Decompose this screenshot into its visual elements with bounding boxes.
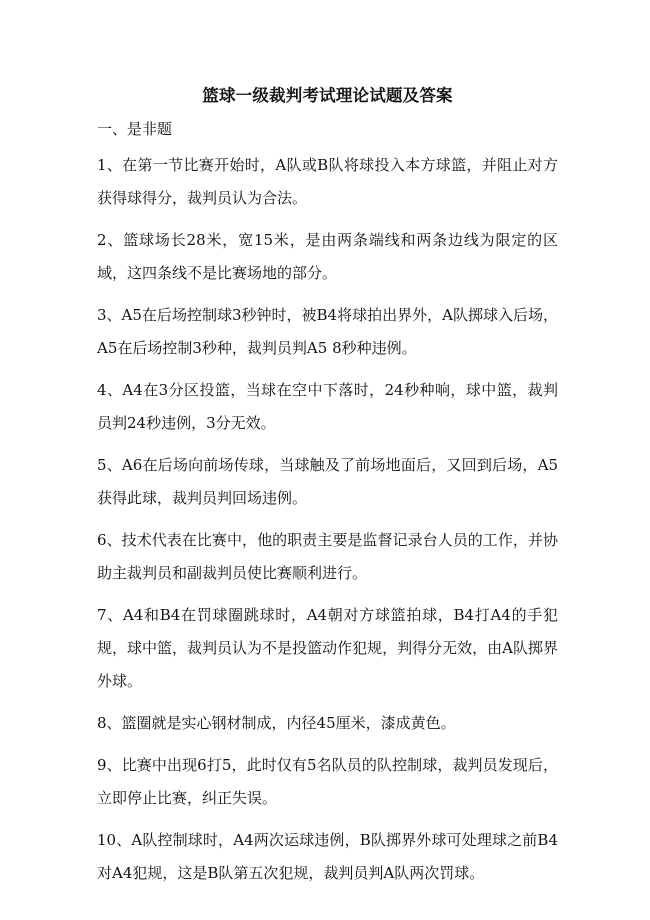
question-item-5: 5、A6在后场向前场传球，当球触及了前场地面后，又回到后场，A5获得此球，裁判员判回场违例。: [97, 456, 558, 507]
question-item-8: 8、篮圈就是实心钢材制成，内径45厘米，漆成黄色。: [97, 714, 456, 732]
document-title: 篮球一级裁判考试理论试题及答案: [202, 86, 453, 105]
question-item-2: 2、篮球场长28米，宽15米，是由两条端线和两条边线为限定的区域，这四条线不是比赛场地的部分。: [97, 231, 558, 282]
question-item-3: 3、A5在后场控制球3秒钟时，被B4将球拍出界外，A队掷球入后场，A5在后场控制3秒种，裁判员判A5 8秒种违例。: [97, 306, 558, 357]
section-heading: 一、是非题: [97, 120, 173, 138]
question-item-1: 1、在第一节比赛开始时，A队或B队将球投入本方球篮，并阻止对方获得球得分，裁判员认为合法。: [97, 156, 558, 207]
question-item-10: 10、A队控制球时，A4两次运球违例，B队掷界外球可处理球之前B4对A4犯规，这是B队第五次犯规，裁判员判A队两次罚球。: [97, 831, 558, 882]
question-list: [97, 149, 558, 890]
question-item-4: 4、A4在3分区投篮，当球在空中下落时，24秒种响，球中篮，裁判员判24秒违例，3分无效。: [97, 381, 558, 432]
question-item-6: 6、技术代表在比赛中，他的职责主要是监督记录台人员的工作，并协助主裁判员和副裁判员使比赛顺利进行。: [97, 531, 558, 582]
question-item-7: 7、A4和B4在罚球圈跳球时，A4朝对方球篮拍球，B4打A4的手犯规，球中篮，裁判员认为不是投篮动作犯规，判得分无效，由A队掷界外球。: [97, 606, 558, 690]
question-item-9: 9、比赛中出现6打5，此时仅有5名队员的队控制球，裁判员发现后，立即停止比赛，纠正失误。: [97, 756, 558, 807]
